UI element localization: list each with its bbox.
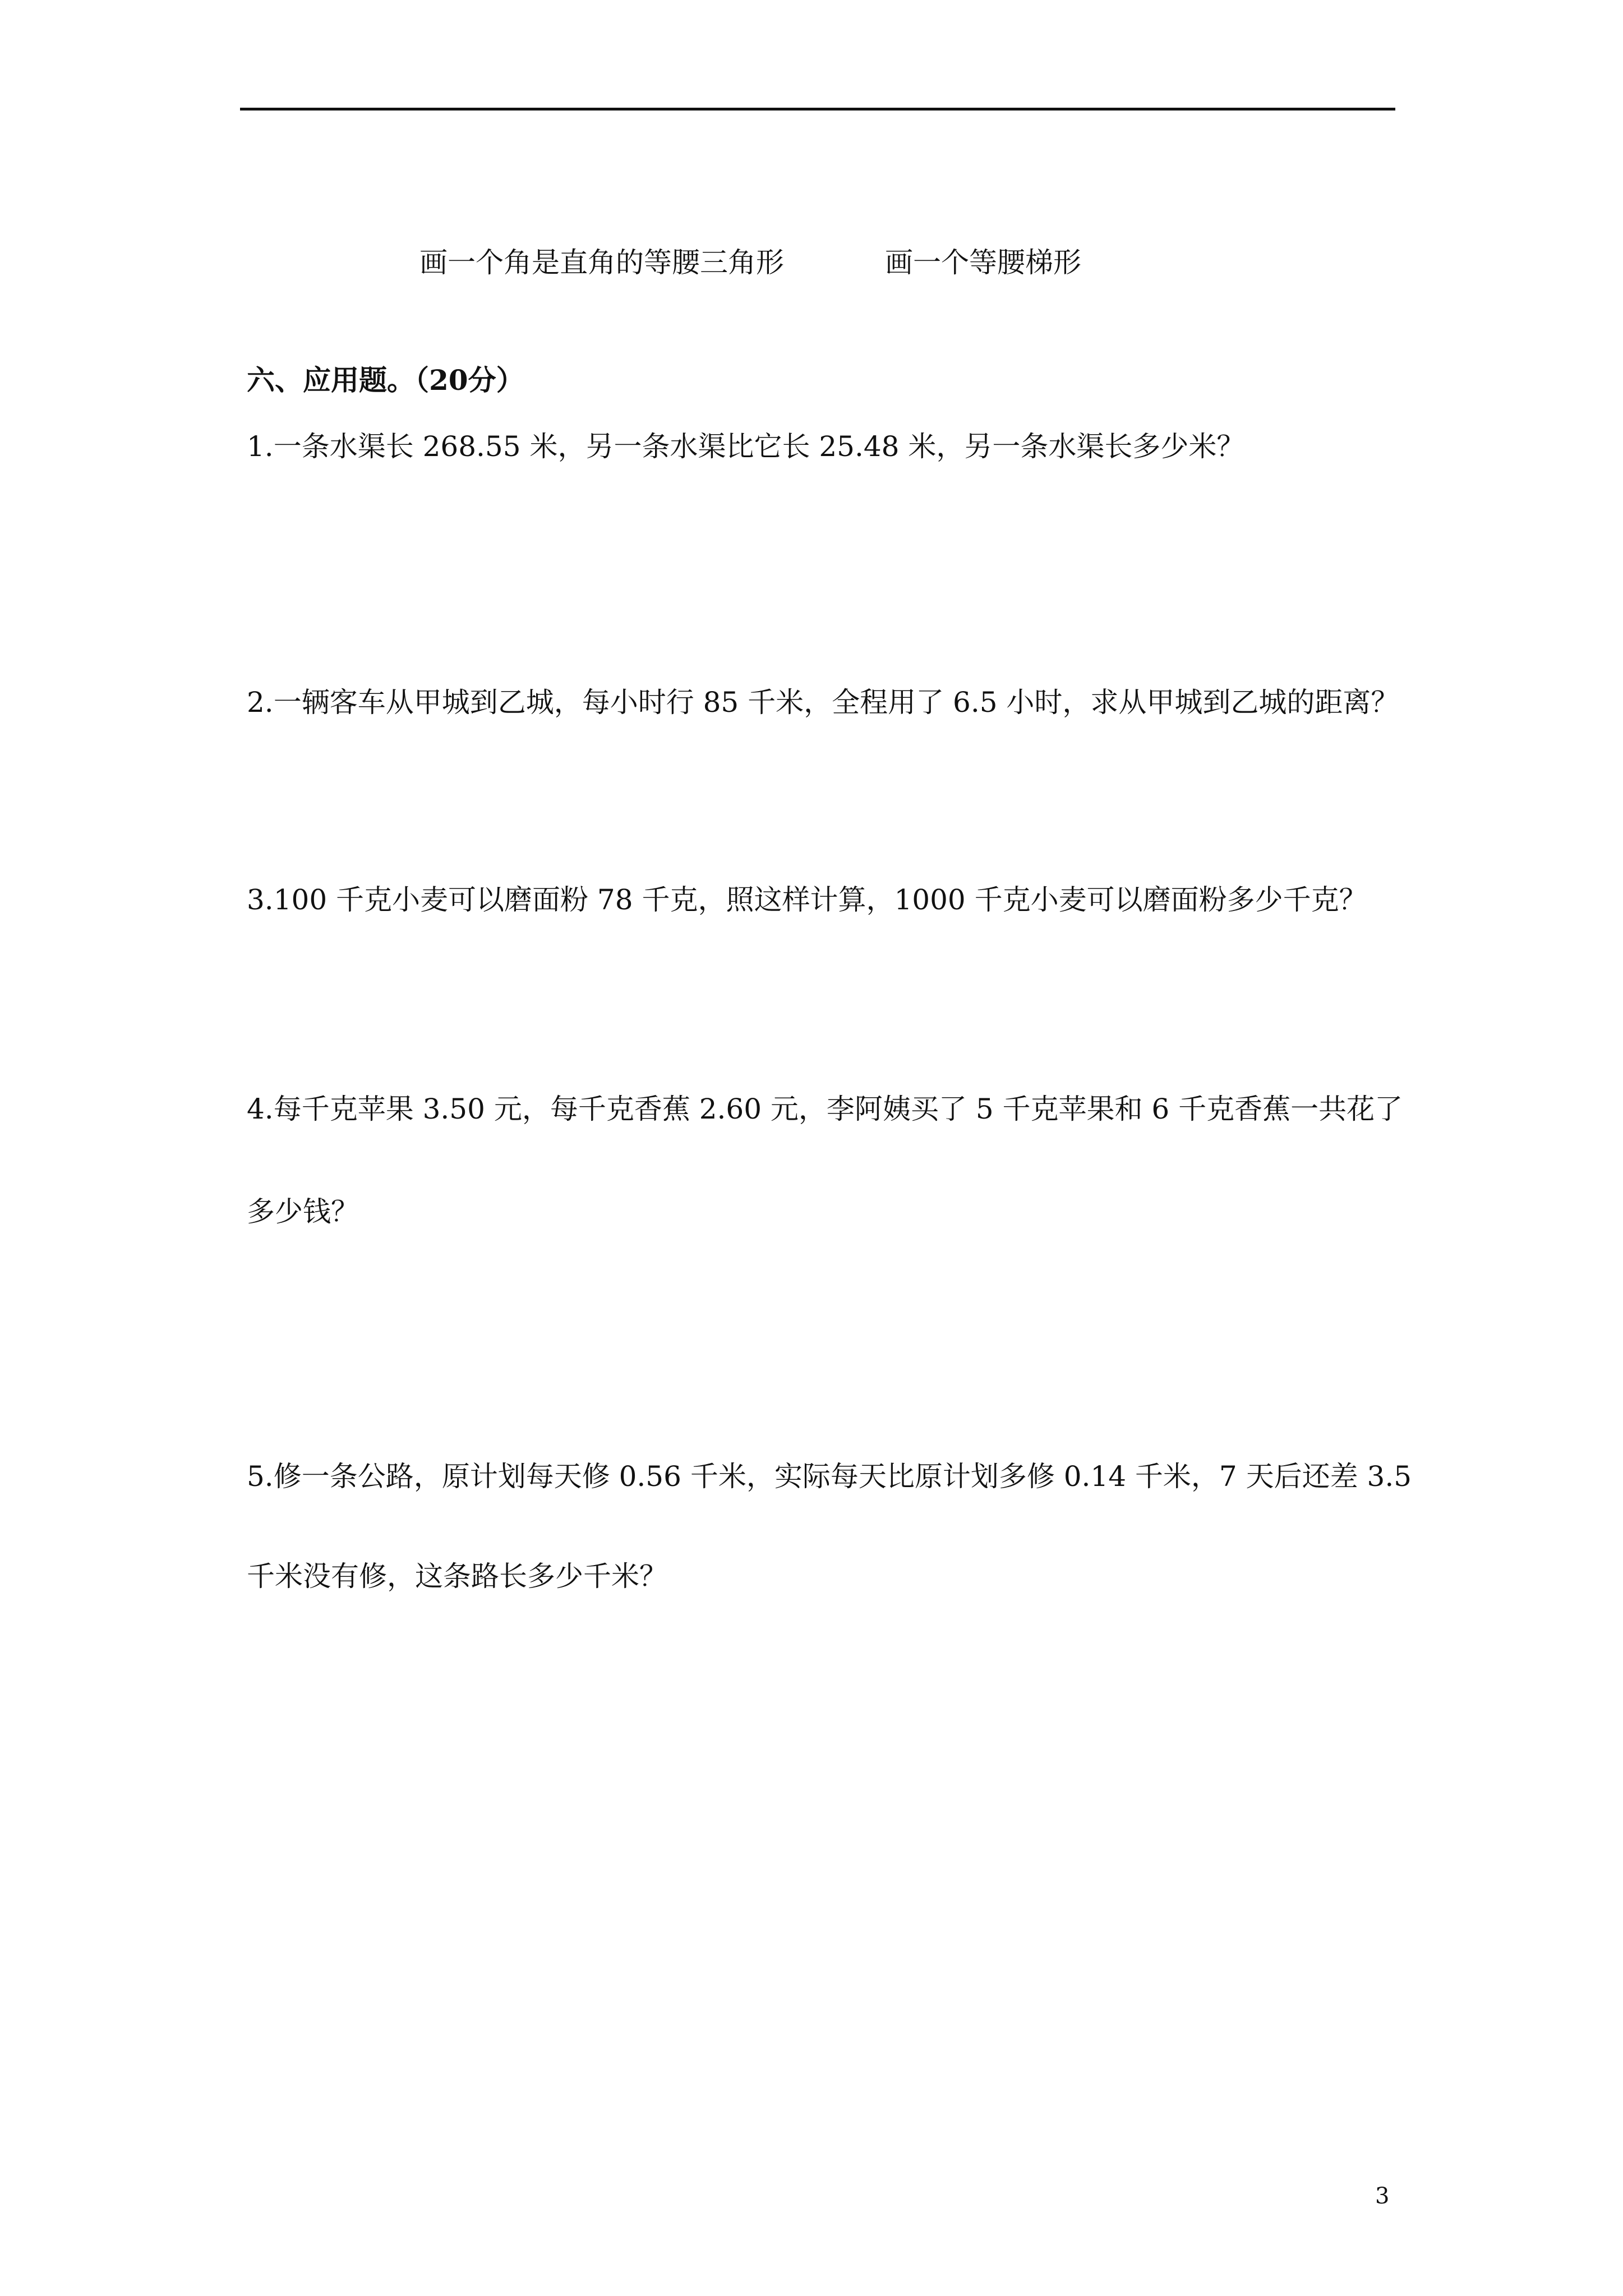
question-4-line-2: 多少钱？ [247, 1195, 359, 1228]
section-heading: 六、应用题。（20分） [247, 364, 524, 397]
question-4-line-1: 4.每千克苹果 3.50 元，每千克香蕉 2.60 元，李阿姨买了 5 千克苹果和 6 千克香蕉一共花了 [247, 1093, 1403, 1125]
header-rule [240, 108, 1395, 111]
question-1: 1.一条水渠长 268.55 米，另一条水渠比它长 25.48 米，另一条水渠长多少米？ [247, 430, 1245, 463]
question-2: 2.一辆客车从甲城到乙城，每小时行 85 千米，全程用了 6.5 小时，求从甲城到乙城的距离？ [247, 686, 1399, 719]
caption-isosceles-trapezoid: 画一个等腰梯形 [885, 246, 1081, 279]
question-3: 3.100 千克小麦可以磨面粉 78 千克，照这样计算，1000 千克小麦可以磨面粉多少千克？ [247, 884, 1367, 916]
question-5-line-1: 5.修一条公路，原计划每天修 0.56 千米，实际每天比原计划多修 0.14 千米，7 天后还差 3.5 [247, 1460, 1412, 1493]
caption-isosceles-right-triangle: 画一个角是直角的等腰三角形 [419, 246, 784, 279]
question-5-line-2: 千米没有修，这条路长多少千米？ [247, 1560, 667, 1593]
page-number: 3 [1375, 2183, 1390, 2209]
